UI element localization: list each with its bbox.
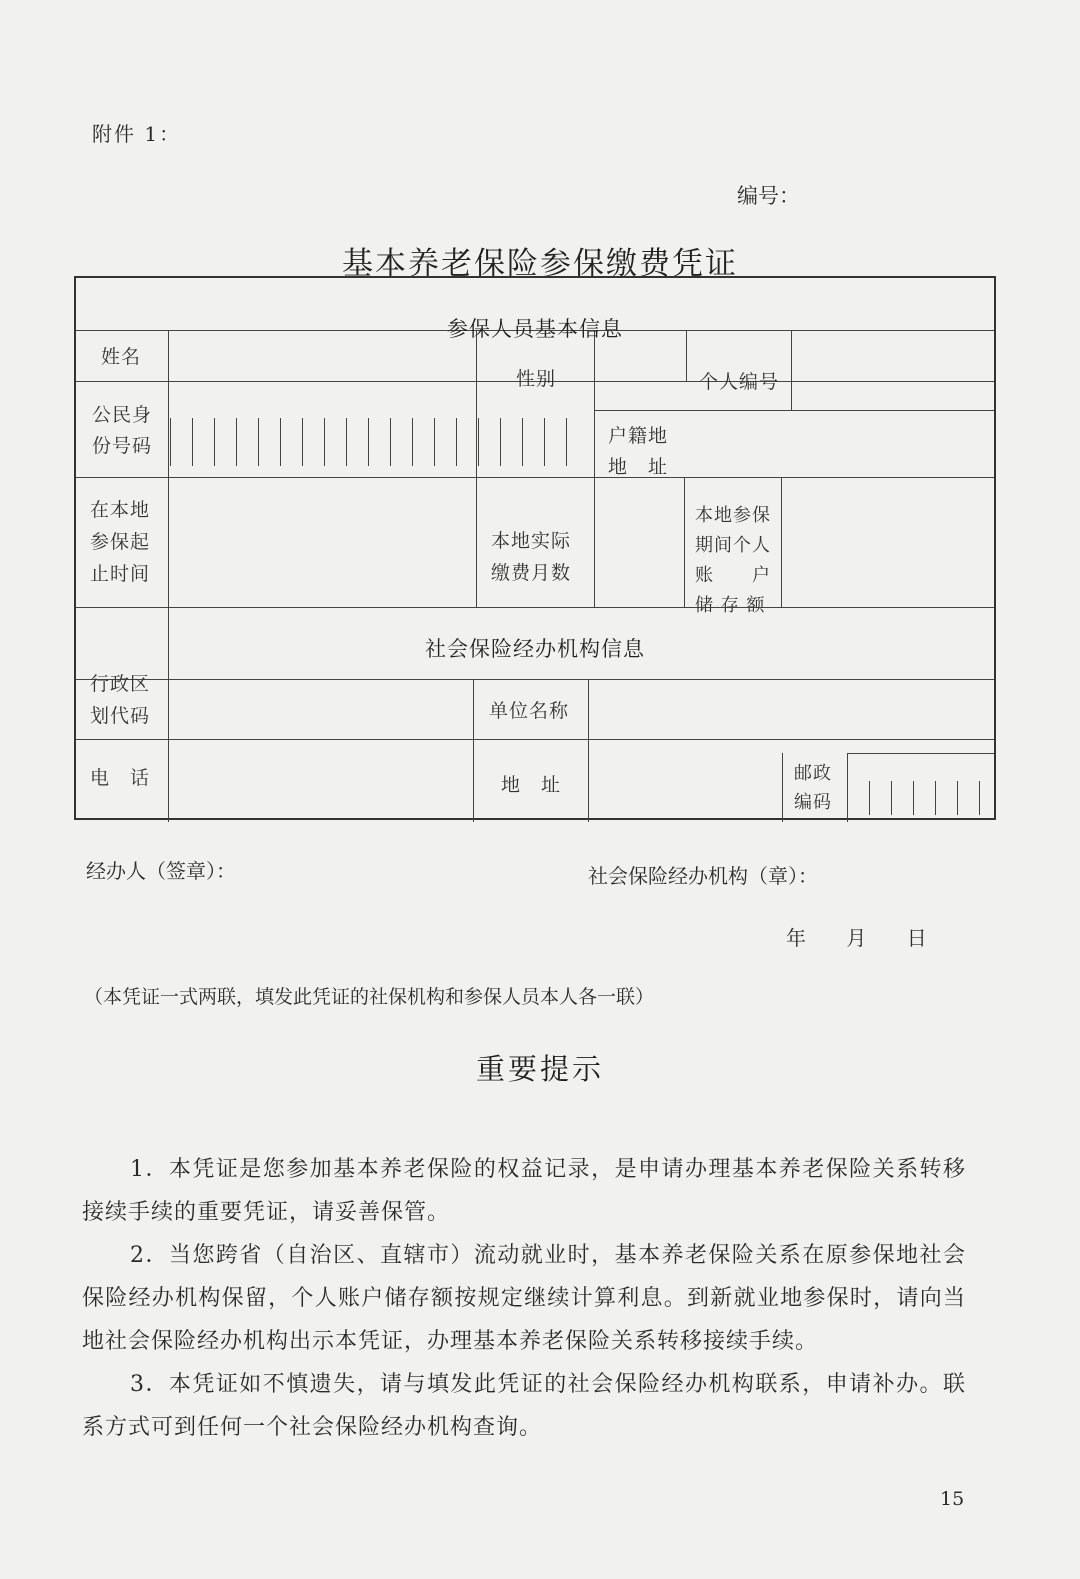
unit-name-label: 单位名称 — [489, 700, 570, 722]
row-divider — [847, 753, 994, 754]
name-label: 姓名 — [101, 346, 142, 368]
row-divider — [76, 477, 994, 478]
period-label-line2: 参保起 — [90, 531, 151, 553]
account-label-line4: 储 存 额 — [695, 595, 766, 616]
id-label-line1: 公民身 — [92, 404, 153, 426]
column-divider — [594, 330, 595, 607]
period-label-line3: 止时间 — [90, 563, 151, 585]
column-divider — [476, 477, 477, 607]
account-label-line2: 期间个人 — [695, 535, 771, 556]
section-personal-info-title: 参保人员基本信息 — [447, 317, 623, 341]
tip-item-3: 3．本凭证如不慎遗失，请与填发此凭证的社会保险经办机构联系，申请补办。联系方式可到任何一个社会保险经办机构查询。 — [82, 1372, 966, 1440]
months-label-line1: 本地实际 — [491, 530, 572, 552]
form-title: 基本养老保险参保缴费凭证 — [342, 246, 738, 282]
copies-note: （本凭证一式两联，填发此凭证的社保机构和参保人员本人各一联） — [84, 986, 655, 1008]
row-divider — [76, 607, 994, 608]
period-label-line1: 在本地 — [90, 499, 151, 521]
postal-code-label-line1: 邮政 — [794, 763, 832, 784]
column-divider — [588, 679, 589, 822]
id-label-line2: 份号码 — [92, 435, 153, 457]
column-divider — [168, 330, 169, 822]
months-label-line2: 缴费月数 — [491, 562, 572, 584]
column-divider — [473, 679, 474, 822]
region-code-label-line1: 行政区 — [90, 673, 151, 695]
contribution-certificate-form — [74, 276, 996, 820]
id-number-boxes[interactable] — [170, 418, 567, 466]
account-label-line3: 账 户 — [695, 565, 771, 586]
account-label-line1: 本地参保 — [695, 505, 771, 526]
column-divider — [684, 477, 685, 607]
date-label: 年 月 日 — [786, 926, 927, 950]
hukou-label-line2: 地 址 — [608, 456, 669, 478]
agency-seal-label: 社会保险经办机构（章）： — [588, 864, 818, 888]
column-divider — [781, 477, 782, 607]
address-label: 地 址 — [501, 774, 562, 796]
serial-number-label: 编号： — [737, 184, 800, 208]
attachment-label: 附件 1： — [92, 122, 182, 146]
section-agency-info-title: 社会保险经办机构信息 — [425, 637, 645, 661]
tip-item-2: 2．当您跨省（自治区、直辖市）流动就业时，基本养老保险关系在原参保地社会保险经办机构保留，个人账户储存额按规定继续计算利息。到新就业地参保时，请向当地社会保险经办机构出示本凭证，办理基本养老保险关系转移接续手续。 — [82, 1243, 966, 1354]
row-divider — [594, 410, 994, 411]
gender-label: 性别 — [516, 368, 557, 390]
hukou-label-line1: 户籍地 — [608, 425, 669, 447]
personal-number-label: 个人编号 — [699, 371, 780, 393]
tip-item-1: 1．本凭证是您参加基本养老保险的权益记录，是申请办理基本养老保险关系转移接续手续的重要凭证，请妥善保管。 — [82, 1157, 966, 1225]
postal-code-label-line2: 编码 — [794, 792, 832, 813]
handler-signature-label: 经办人（签章）： — [86, 859, 236, 883]
page-number: 15 — [940, 1488, 965, 1510]
region-code-label-line2: 划代码 — [90, 705, 151, 727]
column-divider — [782, 753, 783, 822]
row-divider — [76, 679, 994, 680]
row-divider — [76, 739, 994, 740]
phone-label: 电 话 — [90, 767, 151, 789]
important-tips-title: 重要提示 — [475, 1052, 604, 1086]
postal-code-boxes[interactable] — [847, 781, 980, 815]
